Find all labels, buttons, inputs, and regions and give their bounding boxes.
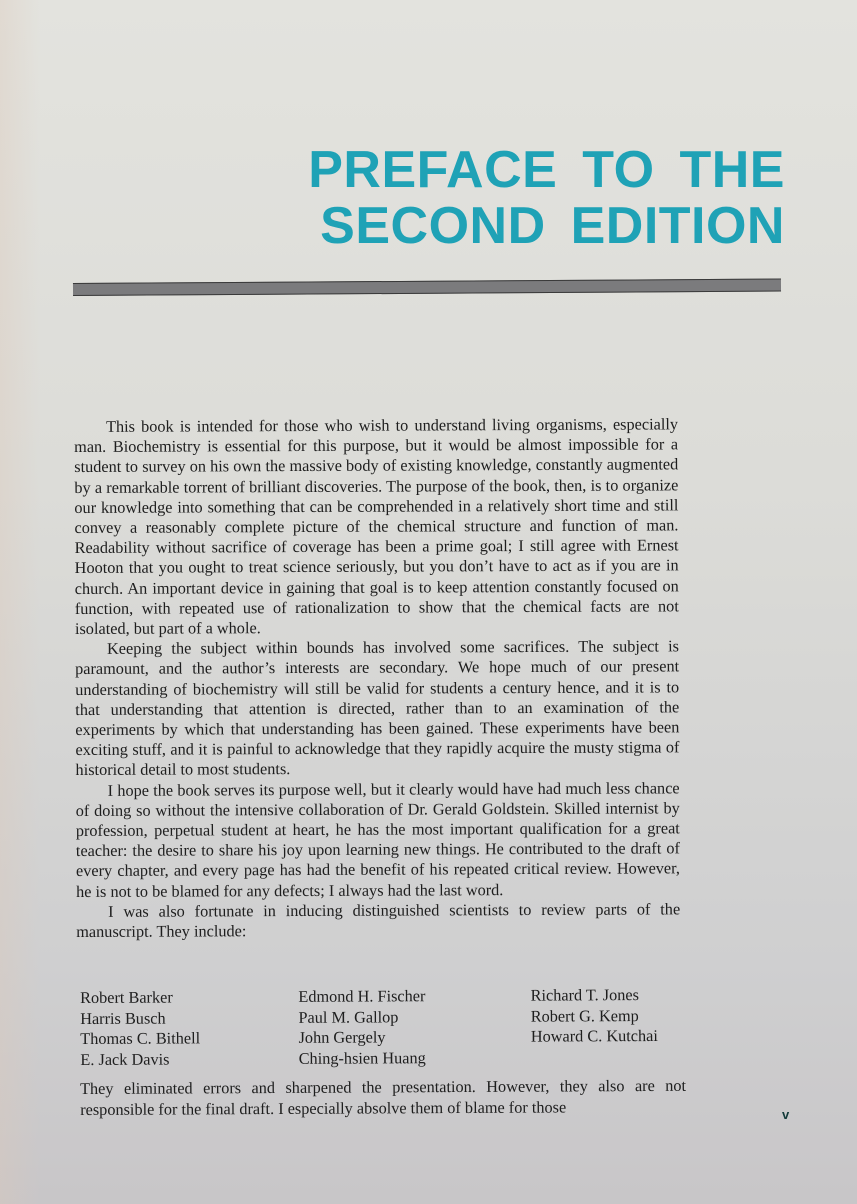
page-edge-shading <box>0 0 40 1204</box>
reviewer-name: Harris Busch <box>80 1008 166 1028</box>
title-divider-rule <box>73 279 781 296</box>
reviewer-name: Howard C. Kutchai <box>530 1025 658 1046</box>
reviewer-column-3 <box>531 985 701 1068</box>
reviewer-column-2 <box>298 986 531 1069</box>
preface-body <box>74 414 680 942</box>
title-line-2: SECOND EDITION <box>320 197 785 255</box>
reviewer-name: John Gergely <box>298 1027 386 1047</box>
reviewer-name: Robert G. Kemp <box>530 1005 639 1026</box>
page-title <box>308 142 785 254</box>
reviewer-name: Edmond H. Fischer <box>298 986 426 1006</box>
closing-text: They eliminated errors and sharpened the presentation. However, they also are not responsible for the final draft. I especially absolve them of blame for those <box>80 1075 687 1119</box>
reviewer-name: Thomas C. Bithell <box>80 1028 201 1048</box>
reviewer-name: Robert Barker <box>80 987 173 1007</box>
reviewer-name: Paul M. Gallop <box>298 1006 399 1027</box>
closing-paragraph <box>80 1076 686 1120</box>
page-number: v <box>782 1107 790 1122</box>
paragraph-2: Keeping the subject within bounds has involved some sacrifices. The subject is paramount, and the author’s interests are secondary. We hope much of our present understanding of biochemistry will still be valid for students a century hence, and it is to that understanding that attention is directed, rather than to an examination of the experiments by which that understanding has been gained. These experiments have been exciting stuff, and it is painful to acknowledge that they rapidly acquire the musty stigma of historical detail to most students. <box>75 636 680 780</box>
reviewer-name: E. Jack Davis <box>80 1049 170 1069</box>
reviewer-column-1 <box>80 987 299 1070</box>
reviewer-name: Ching-hsien Huang <box>298 1047 426 1068</box>
paragraph-3: I hope the book serves its purpose well, but it clearly would have had much less chance of doing so without the intensive collaboration of Dr. Gerald Goldstein. Skilled internist by profession, perpetual student at heart, he has the most important qualification for a great teacher: the desire to share his joy upon learning new things. He contributed to the draft of every chapter, and every page has had the benefit of his repeated critical review. However, he is not to be blamed for any defects; I always had the last word. <box>75 778 681 901</box>
title-line-1: PREFACE TO THE <box>308 141 785 199</box>
paragraph-1: This book is intended for those who wish to understand living organisms, especially man. Biochemistry is essential for this purpose, but it would be almost impossible for a student to survey on his own the massive body of existing knowledge, constantly augmented by a remarkable torrent of brilliant discoveries. The purpose of the book, then, is to organize our knowledge into something that can be comprehended in a relatively short time and still convey a reasonably complete picture of the chemical structure and function of man. Readability without sacrifice of coverage has been a prime goal; I still agree with Ernest Hooton that you ought to treat science seriously, but you don’t have to act as if you are in church. An important device in gaining that goal is to keep attention constantly focused on function, with repeated use of rationalization to show that the chemical facts are not isolated, but part of a whole. <box>74 414 679 639</box>
reviewer-list <box>80 985 700 1070</box>
paragraph-4: I was also fortunate in inducing distinguished scientists to review parts of the manuscript. They include: <box>76 899 681 942</box>
reviewer-name: Richard T. Jones <box>530 985 640 1005</box>
